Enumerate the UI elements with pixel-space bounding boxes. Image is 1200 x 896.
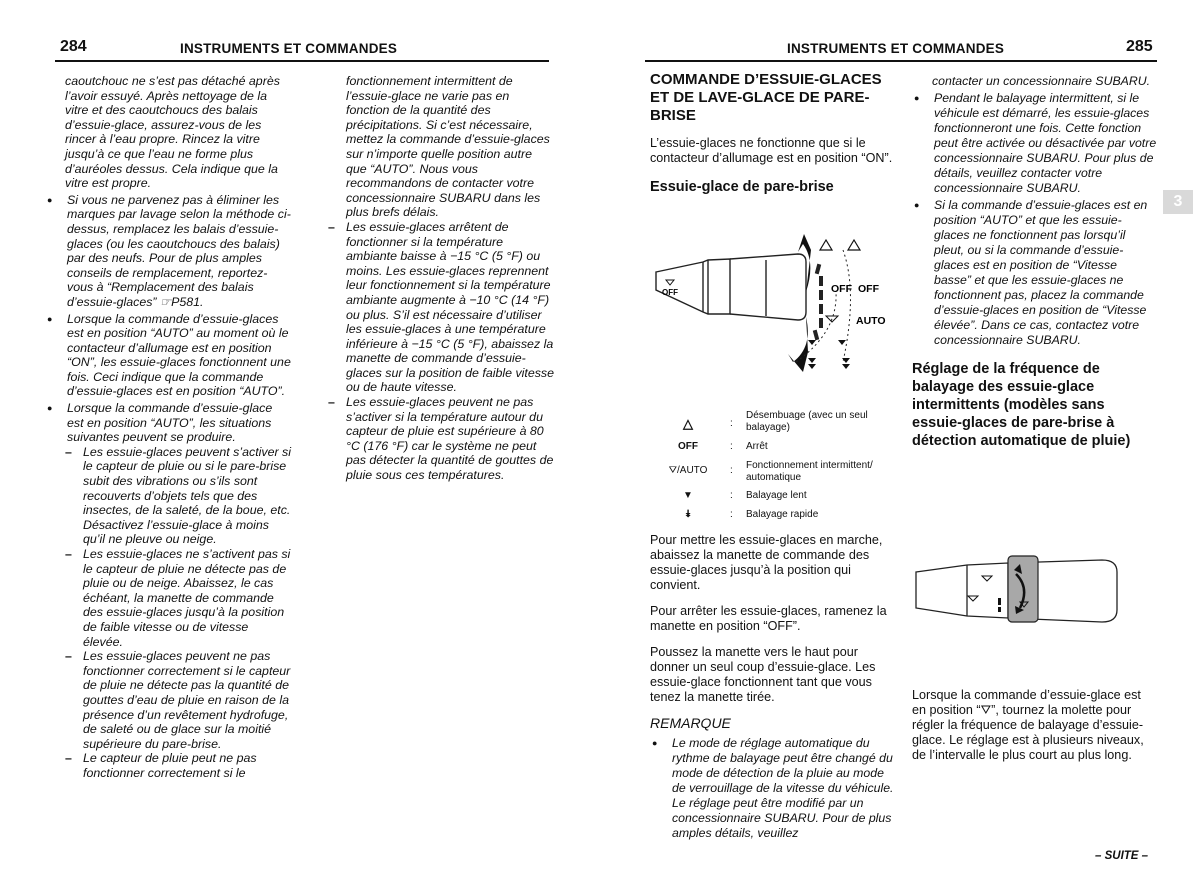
- dash-item: – Les essuie-glaces peuvent ne pas fonctionner correctement si le capteur de pluie ne détecte pas la quantité de gouttes d’eau de pluie en raison de la présence d’un revêtement hydrofuge, de saleté ou de glace sur la moitié supérieure du pare-brise.: [63, 649, 291, 751]
- paragraph: Pour arrêter les essuie-glaces, ramenez la manette en position “OFF”.: [650, 604, 887, 633]
- paragraph: Poussez la manette vers le haut pour donner un seul coup d’essuie-glace. Les essuie-glace fonctionnent tant que vous tenez la manette tirée.: [650, 645, 876, 704]
- high-speed-icon: [808, 358, 816, 369]
- legend-colon: :: [730, 465, 733, 476]
- dash-item: – Le capteur de pluie peut ne pas fonctionner correctement si le: [63, 751, 291, 780]
- intro-paragraph: L’essuie-glaces ne fonctionne que si le contacteur d’allumage est en position “ON”.: [650, 136, 893, 165]
- off-label: OFF: [831, 283, 852, 295]
- off-symbol: OFF: [678, 441, 698, 452]
- up-arrow-icon: [798, 234, 811, 292]
- paragraph: Pour mettre les essuie-glaces en marche, abaissez la manette de commande des essuie-glaces jusqu’à la position qui convient.: [650, 533, 883, 592]
- right-column-1-lower: [650, 533, 895, 841]
- intermittent-auto-icon: ⛛/AUTO: [668, 465, 708, 476]
- low-speed-icon: [838, 340, 846, 345]
- legend-text: Balayage rapide: [746, 509, 819, 520]
- dash-item: – Les essuie-glaces peuvent s’activer si le capteur de pluie ou si le pare-brise subit des vibrations ou s’ils sont recouverts d’objets tels que des insectes, de la saleté, de la boue, etc. Désactivez l’essuie-glace à moins qu’il ne pleuve ou neige.: [63, 445, 291, 547]
- auto-label: AUTO: [856, 315, 886, 327]
- page-number-right: 285: [1126, 38, 1153, 55]
- header-rule-left: [55, 60, 549, 62]
- right-column-2: [912, 74, 1157, 450]
- down-arrow-icon: [788, 317, 808, 372]
- suite-footer: – SUITE –: [1095, 850, 1149, 862]
- legend-colon: :: [730, 418, 733, 429]
- note-bullet: ● Si la commande d’essuie-glaces est en position “AUTO” et que les essuie-glaces ne fonctionnent pas lorsqu’il pleut, ou si la commande d’essuie-glaces est en position de “Vitesse basse” et que les essuie-glaces ne fonctionnent pas, placez la commande d’essuie-glaces en position de “Vitesse élevée”. Dans ce cas, contactez votre concessionnaire SUBARU.: [912, 198, 1157, 348]
- low-speed-icon: [808, 340, 816, 345]
- low-speed-icon: ▼: [683, 490, 693, 501]
- note-bullet: ● Pendant le balayage intermittent, si le véhicule est démarré, les essuie-glaces fonctionneront une fois. Cette fonction peut être activée ou désactivée par votre concessionnaire SUBARU. Pour plus de détails, veuillez contacter votre concessionnaire SUBARU.: [912, 91, 1157, 196]
- bullet-item: ● Lorsque la commande d’essuie-glaces est en position “AUTO” au moment où le contacteur d’allumage est en position “ON”, les essuie-glaces fonctionnent une fois. Ceci indique que la commande d’essuie-glaces est en position “AUTO”.: [45, 312, 291, 400]
- bullet-item: ● Si vous ne parvenez pas à éliminer les marques par lavage selon la méthode ci-dessus, remplacez les balais d’essuie-glaces (ou les caoutchoucs des balais) par des neufs. Pour de plus amples conseils de remplacement, reportez-vous à “Remplacement des balais d’essuie-glaces” ☞P581.: [45, 193, 291, 310]
- legend-text: Balayage lent: [746, 490, 807, 501]
- continued-paragraph: fonctionnement intermittent de l’essuie-glace ne varie pas en fonction de la quantité des précipitations. Si c’est nécessaire, mettez la commande d’essuie-glaces sur n’importe quelle position autre que “AUTO”. Nous vous recommandons de contacter votre concessionnaire SUBARU dans les plus brefs délais.: [346, 74, 550, 220]
- dash-item: – Les essuie-glaces peuvent ne pas s’activer si la température autour du capteur de pluie est supérieure à 80 °C (176 °F) car le système ne peut pas détecter la quantité de gouttes de pluie sous ces températures.: [326, 395, 554, 483]
- lever-off-label: OFF: [662, 288, 678, 297]
- legend-colon: :: [730, 490, 733, 501]
- subsection-title: Essuie-glace de pare-brise: [650, 179, 834, 195]
- dash-list: [45, 445, 291, 781]
- subsection-title: Réglage de la fréquence de balayage des essuie-glace intermittents (modèles sans essuie-glaces de pare-brise à détection automatique de pluie): [912, 361, 1131, 449]
- dial-paragraph: Lorsque la commande d’essuie-glace est en position “⛛”, tournez la molette pour régler la fréquence de balayage d’essuie-glace. Le réglage est à plusieurs niveaux, de l’intervalle le plus court au plus long.: [912, 688, 1144, 762]
- page-number-left: 284: [60, 38, 87, 55]
- mist-icon: [848, 240, 860, 250]
- wiper-lever-diagram: [648, 232, 898, 382]
- dash-item: – Les essuie-glaces arrêtent de fonctionner si la température ambiante baisse à −15 °C (5 °F) ou moins. Les essuie-glaces reprennent leur fonctionnement si la température ambiante augmente à −10 °C (14 °F) ou plus. S’il est nécessaire d’utiliser les essuie-glaces à une température inférieure à −15 °C (5 °F), abaissez la manette de commande d’essuie-glaces sur la position de faible vitesse ou de haute vitesse.: [326, 220, 554, 395]
- legend-text: Arrêt: [746, 441, 768, 452]
- running-header-right: INSTRUMENTS ET COMMANDES: [787, 41, 1005, 56]
- intermittent-dial-diagram: [912, 550, 1157, 630]
- legend-colon: :: [730, 509, 733, 520]
- running-header-left: INSTRUMENTS ET COMMANDES: [180, 41, 398, 56]
- continued-paragraph: contacter un concessionnaire SUBARU.: [932, 74, 1151, 88]
- section-title: COMMANDE D’ESSUIE-GLACES ET DE LAVE-GLACE DE PARE-BRISE: [650, 71, 882, 124]
- left-column-1: [45, 74, 291, 781]
- mist-icon: [820, 240, 832, 250]
- legend-text: Désembuage (avec un seul balayage): [746, 410, 868, 433]
- chapter-tab: 3: [1163, 190, 1193, 214]
- mist-icon: △: [683, 416, 693, 431]
- off-label: OFF: [858, 283, 879, 295]
- bullet-item: ● Lorsque la commande d’essuie-glace est en position “AUTO”, les situations suivantes peuvent se produire.: [45, 401, 291, 445]
- remarque-title: REMARQUE: [650, 715, 731, 731]
- legend-colon: :: [730, 441, 733, 452]
- continued-paragraph: caoutchouc ne s’est pas détaché après l’avoir essuyé. Après nettoyage de la vitre et des caoutchoucs des balais d’essuie-glace, assurez-vous de les rincer à l’eau propre. Rincez la vitre jusqu’à ce que l’eau ne forme plus d’auréoles dessus. Cela indique que la vitre est propre.: [65, 74, 280, 191]
- left-column-2: [326, 74, 554, 483]
- high-speed-icon: ⯯: [685, 509, 691, 520]
- header-rule-right: [645, 60, 1157, 62]
- legend-text: Fonctionnement intermittent/ automatique: [746, 460, 873, 483]
- dash-item: – Les essuie-glaces ne s’activent pas si le capteur de pluie ne détecte pas de pluie ou de neige. Abaissez, le cas échéant, la manette de commande des essuie-glaces jusqu’à la position de faible vitesse ou de vitesse élevée.: [63, 547, 291, 649]
- note-bullet: ● Le mode de réglage automatique du rythme de balayage peut être changé du mode de détection de la pluie au mode de verrouillage de la vitesse du véhicule. Le réglage peut être modifié par un concessionnaire SUBARU. Pour de plus amples détails, veuillez: [650, 736, 895, 841]
- right-column-1: [650, 71, 895, 196]
